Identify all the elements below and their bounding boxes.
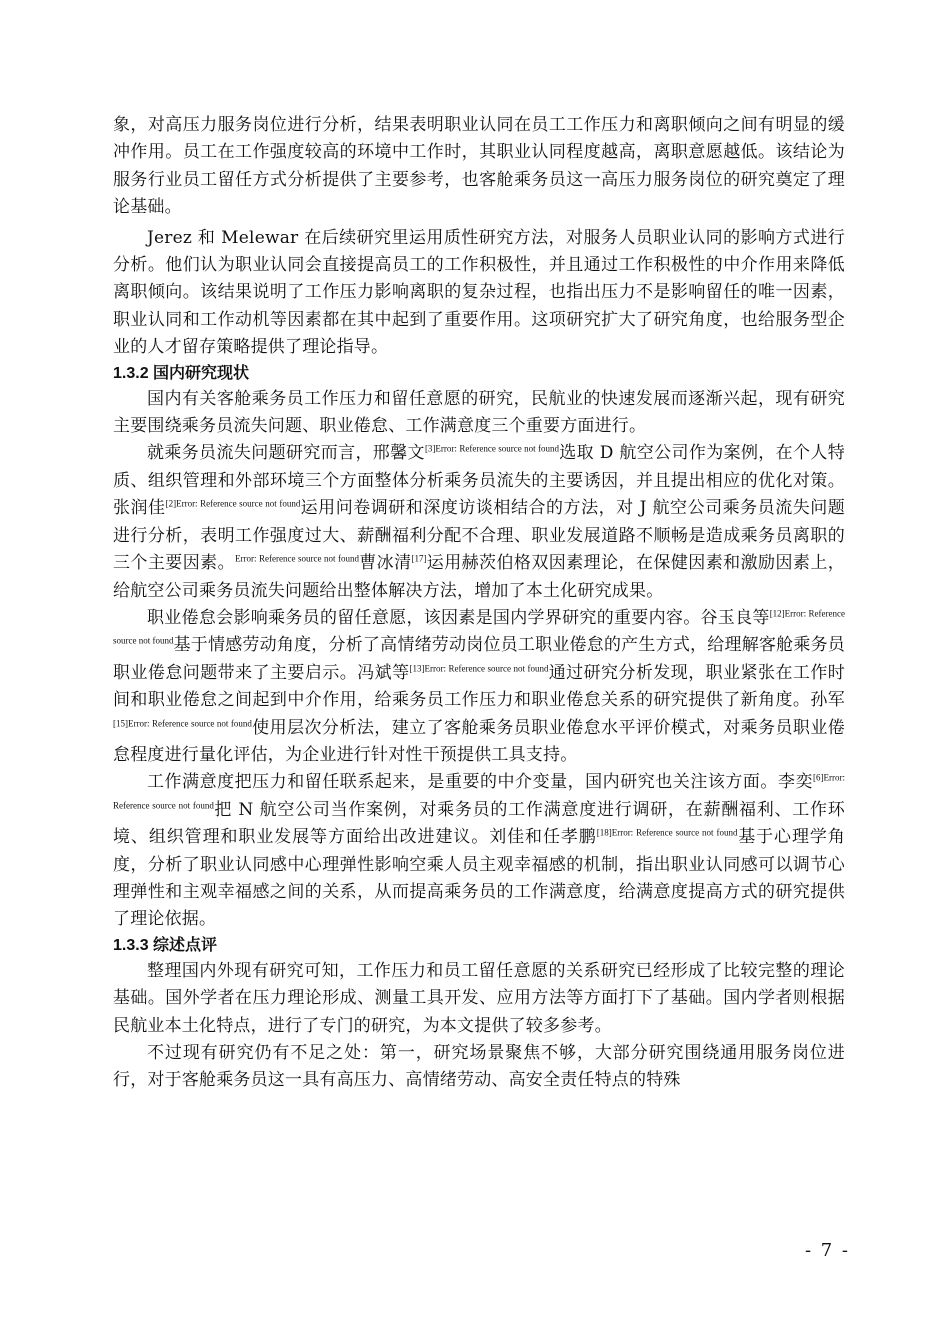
paragraph	[113, 605, 845, 769]
text-run: 运用赫茨伯格双因素理论，在保健因素和激励因素上，给航空公司乘务员流失问题给出整体解决方法，增加了本土化研究成果。	[113, 553, 845, 601]
citation: [13]Error: Reference source not found	[409, 663, 549, 674]
text-run: 基于心理学角度，分析了职业认同感中心理弹性影响空乘人员主观幸福感的机制，指出职业认同感可以调节心理弹性和主观幸福感之间的关系，从而提高乘务员的工作满意度，给满意度提高方式的研究提供了理论依据。	[113, 827, 846, 930]
citation: [3]Error: Reference source not found	[424, 443, 560, 454]
paragraph	[113, 769, 845, 933]
paragraph: Jerez 和 Melewar 在后续研究里运用质性研究方法，对服务人员职业认同的影响方式进行分析。他们认为职业认同会直接提高员工的工作积极性，并且通过工作积极性的中介作用来降低离职倾向。该结果说明了工作压力影响离职的复杂过程，也指出压力不是影响留任的唯一因素，职业认同和工作动机等因素都在其中起到了重要作用。这项研究扩大了研究角度，也给服务型企业的人才留存策略提供了理论指导。	[113, 227, 845, 358]
citation: [18]Error: Reference source not found	[596, 827, 738, 838]
paragraph: 国内有关客舱乘务员工作压力和留任意愿的研究，民航业的快速发展而逐渐兴起，现有研究主要围绕乘务员流失问题、职业倦怠、工作满意度三个重要方面进行。	[113, 388, 845, 437]
text-run: 工作满意度把压力和留任联系起来，是重要的中介变量，国内研究也关注该方面。李奕	[147, 772, 814, 793]
citation: Error: Reference source not found	[235, 553, 359, 564]
text-run: 通过研究分析发现，职业紧张在工作时间和职业倦怠之间起到中介作用，给乘务员工作压力和职业倦怠关系的研究提供了新角度。孙军	[113, 662, 845, 711]
text-run: 使用层次分析法，建立了客舱乘务员职业倦怠水平评价模式，对乘务员职业倦怠程度进行量化评估，为企业进行针对性干预提供工具支持。	[113, 717, 845, 765]
text-run: 基于情感劳动角度，分析了高情绪劳动岗位员工职业倦怠的产生方式，给理解客舱乘务员职业倦怠问题带来了主要启示。冯斌等	[113, 635, 845, 683]
section-heading: 1.3.2 国内研究现状	[113, 364, 250, 382]
text-run: 职业倦怠会影响乘务员的留任意愿，该因素是国内学界研究的重要内容。谷玉良等	[147, 607, 770, 628]
page-number: - 7 -	[804, 1240, 850, 1261]
paragraph: 整理国内外现有研究可知，工作压力和员工留任意愿的关系研究已经形成了比较完整的理论基础。国外学者在压力理论形成、测量工具开发、应用方法等方面打下了基础。国内学者则根据民航业本土化特点，进行了专门的研究，为本文提供了较多参考。	[113, 960, 845, 1036]
citation: [2]Error: Reference source not found	[165, 498, 301, 509]
citation: [17]	[411, 553, 427, 564]
citation: [15]Error: Reference source not found	[113, 717, 252, 728]
citation: [6]Error: Reference source not found	[113, 772, 845, 811]
paragraph: 不过现有研究仍有不足之处：第一，研究场景聚焦不够，大部分研究围绕通用服务岗位进行，对于客舱乘务员这一具有高压力、高情绪劳动、高安全责任特点的特殊	[113, 1043, 845, 1091]
body-text	[113, 112, 845, 1095]
text-run: 把 N 航空公司当作案例，对乘务员的工作满意度进行调研，在薪酬福利、工作环境、组织管理和职业发展等方面给出改进建议。刘佳和任孝鹏	[113, 799, 845, 848]
paragraph: 象，对高压力服务岗位进行分析，结果表明职业认同在员工工作压力和离职倾向之间有明显的缓冲作用。员工在工作强度较高的环境中工作时，其职业认同程度越高，离职意愿越低。该结论为服务行业员工留任方式分析提供了主要参考，也客舱乘务员这一高压力服务岗位的研究奠定了理论基础。	[113, 115, 845, 218]
text-run: 选取 D 航空公司作为案例，在个人特质、组织管理和外部环境三个方面整体分析乘务员流失的主要诱因，并且提出相应的优化对策。张润佳	[113, 443, 845, 519]
text-run: 曹冰清	[358, 553, 412, 574]
text-run: 运用问卷调研和深度访谈相结合的方法，对 J 航空公司乘务员流失问题进行分析，表明工作强度过大、薪酬福利分配不合理、职业发展道路不顺畅是造成乘务员离职的三个主要因素。	[113, 498, 845, 574]
paragraph	[113, 440, 845, 604]
section-heading: 1.3.3 综述点评	[113, 936, 218, 954]
citation: [12]Error: Reference source not found	[113, 608, 845, 646]
text-run: 就乘务员流失问题研究而言，邢馨文	[147, 443, 425, 464]
